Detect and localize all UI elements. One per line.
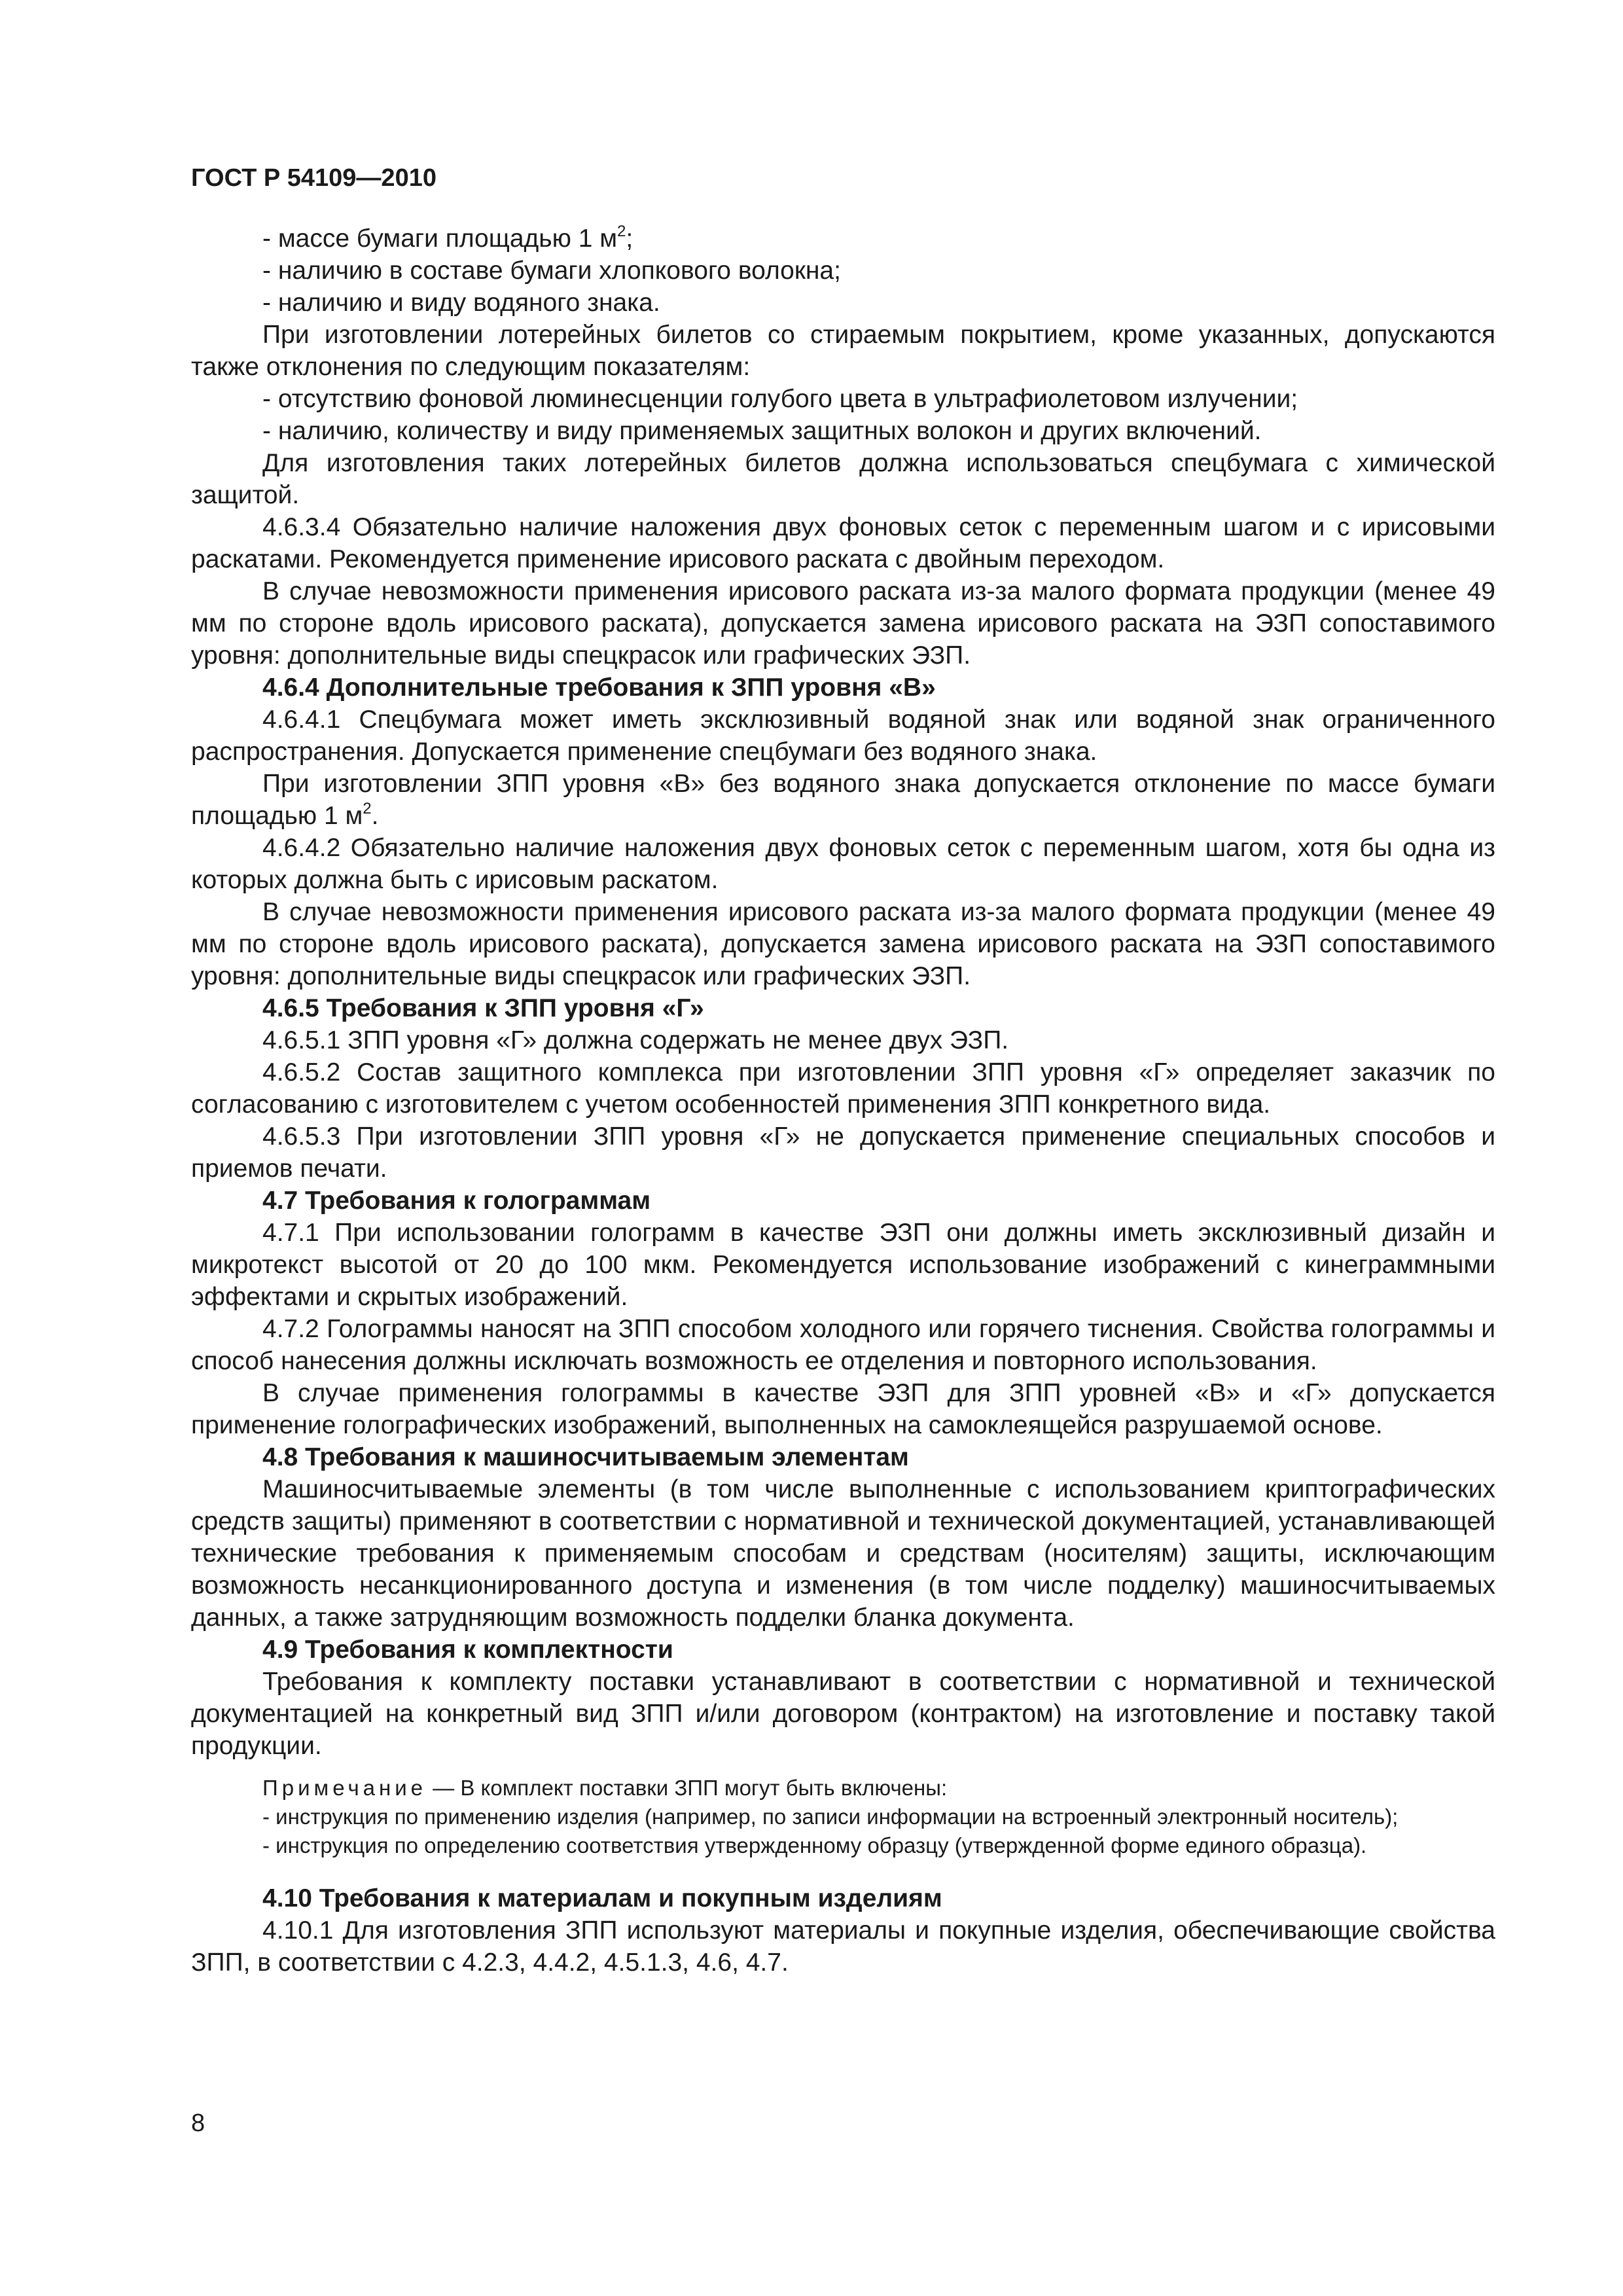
document-body — [191, 223, 1495, 1979]
section-heading-4-9: 4.9 Требования к комплектности — [262, 1636, 673, 1664]
paragraph-4-6-4-2: 4.6.4.2 Обязательно наличие наложения двух фоновых сеток с переменным шагом, хотя бы одна из которых должна быть с ирисовым раскатом. — [191, 834, 1495, 894]
paragraph-4-6-4-1: 4.6.4.1 Спецбумага может иметь эксклюзивный водяной знак или водяной знак ограниченного распространения. Допускается применение спецбумаги без водяного знака. — [191, 706, 1495, 766]
paragraph: Требования к комплекту поставки устанавливают в соответствии с нормативной и технической документацией на конкретный вид ЗПП и/или договором (контрактом) на изготовление и поставку такой продукции. — [191, 1668, 1495, 1760]
paragraph-4-6-5-2: 4.6.5.2 Состав защитного комплекса при изготовлении ЗПП уровня «Г» определяет заказчик по согласованию с изготовителем с учетом особенностей применения ЗПП конкретного вида. — [191, 1058, 1495, 1119]
note-intro: Примечание — В комплект поставки ЗПП могут быть включены: — [262, 1776, 948, 1800]
list-item: - наличию и виду водяного знака. — [191, 287, 1495, 319]
note-label: Примечание — [262, 1776, 427, 1800]
note-block — [191, 1774, 1495, 1860]
section-heading-4-7: 4.7 Требования к голограммам — [262, 1187, 651, 1215]
page-number: 8 — [191, 2109, 205, 2137]
paragraph: В случае невозможности применения ирисового раската из-за малого формата продукции (менее 49 мм по стороне вдоль ирисового раската), допускается замена ирисового раската на ЭЗП сопоставимого уровня: дополнительные виды спецкрасок или графических ЭЗП. — [191, 898, 1495, 990]
paragraph-4-7-1: 4.7.1 При использовании голограмм в качестве ЭЗП они должны иметь эксклюзивный дизайн и микротекст высотой от 20 до 100 мкм. Рекомендуется использование изображений с кинеграммными эффектами и скрытых изображений. — [191, 1219, 1495, 1311]
paragraph: При изготовлении ЗПП уровня «В» без водяного знака допускается отклонение по массе бумаги площадью 1 $м^2$. — [191, 770, 1495, 830]
list-item: - массе бумаги площадью 1 $м^2$; — [191, 223, 1495, 255]
paragraph-4-6-5-1: 4.6.5.1 ЗПП уровня «Г» должна содержать не менее двух ЭЗП. — [262, 1026, 1009, 1054]
paragraph: В случае применения голограммы в качестве ЭЗП для ЗПП уровней «В» и «Г» допускается применение голографических изображений, выполненных на самоклеящейся разрушаемой основе. — [191, 1379, 1495, 1439]
section-heading-4-6-4: 4.6.4 Дополнительные требования к ЗПП уровня «В» — [262, 673, 936, 702]
list-item: - наличию в составе бумаги хлопкового волокна; — [191, 255, 1495, 287]
note-item: - инструкция по применению изделия (например, по записи информации на встроенный электронный носитель); — [262, 1804, 1399, 1829]
paragraph: Для изготовления таких лотерейных билетов должна использоваться спецбумага с химической защитой. — [191, 449, 1495, 509]
paragraph: В случае невозможности применения ирисового раската из-за малого формата продукции (менее 49 мм по стороне вдоль ирисового раската), допускается замена ирисового раската на ЭЗП сопоставимого уровня: дополнительные виды спецкрасок или графических ЭЗП. — [191, 577, 1495, 670]
paragraph: При изготовлении лотерейных билетов со стираемым покрытием, кроме указанных, допускаются также отклонения по следующим показателям: — [191, 321, 1495, 381]
page-header-standard: ГОСТ Р 54109—2010 — [191, 164, 437, 192]
paragraph-4-6-5-3: 4.6.5.3 При изготовлении ЗПП уровня «Г» не допускается применение специальных способов и приемов печати. — [191, 1122, 1495, 1183]
list-item: - отсутствию фоновой люминесценции голубого цвета в ультрафиолетовом излучении; — [191, 383, 1495, 415]
paragraph-4-10-1: 4.10.1 Для изготовления ЗПП используют материалы и покупные изделия, обеспечивающие свойства ЗПП, в соответствии с 4.2.3, 4.4.2, 4.5.1.3, 4.6, 4.7. — [191, 1916, 1495, 1977]
note-item: - инструкция по определению соответствия утвержденному образцу (утвержденной форме единого образца). — [262, 1833, 1367, 1857]
section-heading-4-10: 4.10 Требования к материалам и покупным изделиям — [262, 1884, 942, 1912]
list-item: - наличию, количеству и виду применяемых защитных волокон и других включений. — [191, 415, 1495, 447]
section-heading-4-6-5: 4.6.5 Требования к ЗПП уровня «Г» — [262, 994, 704, 1022]
paragraph: Машиносчитываемые элементы (в том числе выполненные с использованием криптографических средств защиты) применяют в соответствии с нормативной и технической документацией, устанавливающей технические требования к применяемым способам и средствам (носителям) защиты, исключающим возможность несанкционированного доступа и изменения (в том числе подделку) машиносчитываемых данных, а также затрудняющим возможность подделки бланка документа. — [191, 1475, 1495, 1632]
paragraph-4-6-3-4: 4.6.3.4 Обязательно наличие наложения двух фоновых сеток с переменным шагом и с ирисовыми раскатами. Рекомендуется применение ирисового раската с двойным переходом. — [191, 513, 1495, 573]
section-heading-4-8: 4.8 Требования к машиносчитываемым элементам — [262, 1443, 909, 1471]
paragraph-4-7-2: 4.7.2 Голограммы наносят на ЗПП способом холодного или горячего тиснения. Свойства голограммы и способ нанесения должны исключать возможность ее отделения и повторного использования. — [191, 1315, 1495, 1375]
